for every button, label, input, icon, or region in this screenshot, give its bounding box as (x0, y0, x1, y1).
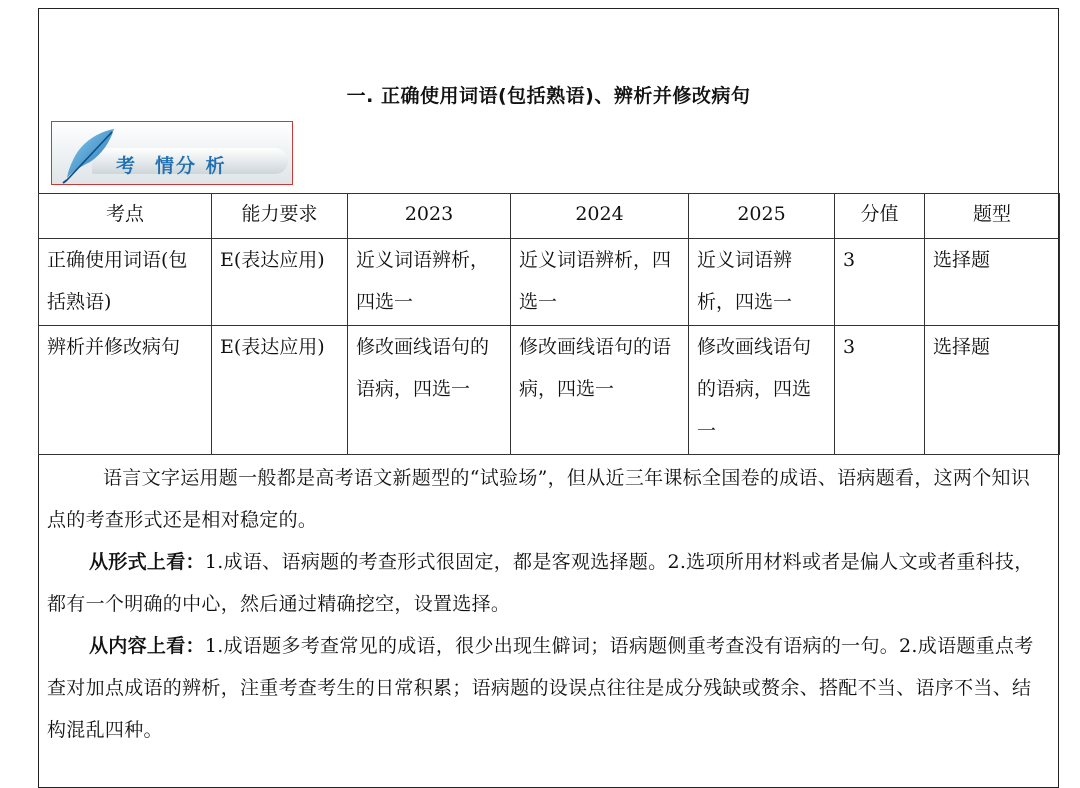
table-cell: 3 (835, 326, 925, 455)
document-frame (38, 8, 1059, 788)
table-cell: 近义词语辨析，四选一 (511, 239, 689, 326)
table-cell: 选择题 (925, 326, 1060, 455)
table-header-row (39, 194, 1060, 239)
content-label: 从内容上看： (89, 635, 205, 657)
header-cell: 2023 (348, 194, 511, 239)
table-cell: 近义词语辨析，四选一 (689, 239, 835, 326)
form-paragraph (47, 541, 1047, 625)
exam-analysis-table (38, 193, 1060, 455)
table-cell: 修改画线语句的语病，四选一 (348, 326, 511, 455)
feather-quill-icon (58, 126, 118, 184)
banner-label-a: 考 (116, 155, 138, 177)
header-cell: 能力要求 (212, 194, 348, 239)
header-cell: 分值 (835, 194, 925, 239)
table-cell: 近义词语辨析，四选一 (348, 239, 511, 326)
table-cell: 修改画线语句的语病，四选一 (689, 326, 835, 455)
header-cell: 2024 (511, 194, 689, 239)
content-text: 1.成语题多考查常见的成语，很少出现生僻词；语病题侧重考查没有语病的一句。2.成语题重点考查对加点成语的辨析，注重考查考生的日常积累；语病题的设误点往往是成分残缺或赘余、搭配不当、语序不当、结构混乱四种。 (47, 635, 1034, 741)
content-paragraph (47, 625, 1047, 751)
header-cell: 考点 (39, 194, 212, 239)
table-cell: 3 (835, 239, 925, 326)
banner-label (116, 151, 227, 178)
table-row (39, 326, 1060, 455)
form-label: 从形式上看： (89, 551, 205, 573)
section-title: 一. 正确使用词语(包括熟语)、辨析并修改病句 (346, 85, 751, 107)
header-cell: 题型 (925, 194, 1060, 239)
table-cell: E(表达应用) (212, 326, 348, 455)
form-text: 1.成语、语病题的考查形式很固定，都是客观选择题。2.选项所用材料或者是偏人文或者重科技，都有一个明确的中心，然后通过精确挖空，设置选择。 (47, 551, 1034, 615)
header-cell: 2025 (689, 194, 835, 239)
table-cell: 辨析并修改病句 (39, 326, 212, 455)
table-cell: 正确使用词语(包括熟语) (39, 239, 212, 326)
intro-paragraph: 语言文字运用题一般都是高考语文新题型的“试验场”，但从近三年课标全国卷的成语、语病题看，这两个知识点的考查形式还是相对稳定的。 (47, 467, 1031, 531)
analysis-body (47, 457, 1047, 751)
table-row (39, 239, 1060, 326)
banner-label-b: 情分 析 (155, 155, 227, 177)
exam-analysis-banner (51, 121, 293, 185)
table-cell: 修改画线语句的语病，四选一 (511, 326, 689, 455)
table-cell: 选择题 (925, 239, 1060, 326)
table-cell: E(表达应用) (212, 239, 348, 326)
